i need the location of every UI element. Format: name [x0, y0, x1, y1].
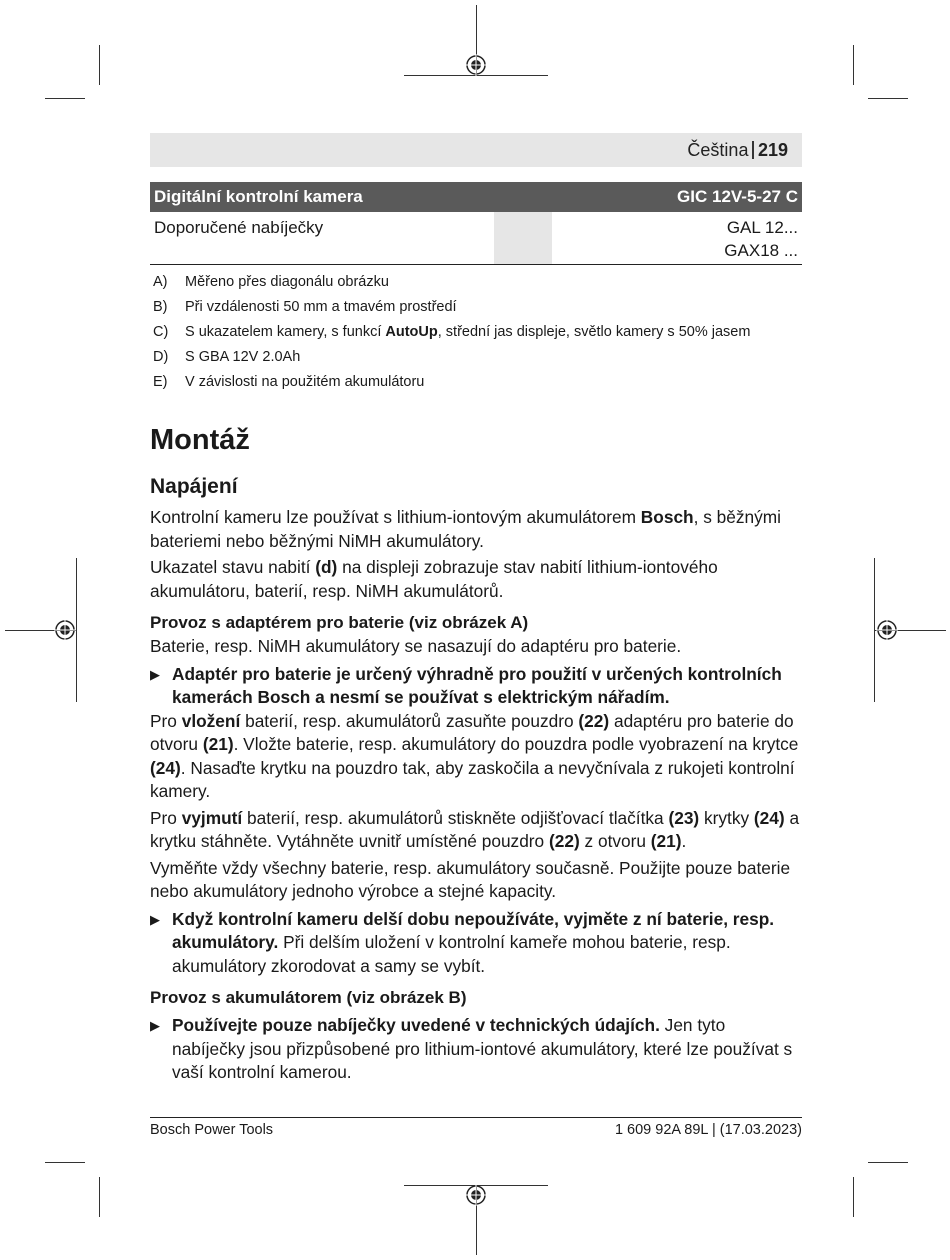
warning-text: Adaptér pro baterie je určený výhradně pro použití v určených kontrolních kamerách Bosch a nesmí se používat s elektrickým nářadím. — [172, 663, 782, 707]
page-footer — [150, 1117, 802, 1138]
row-value — [552, 212, 802, 265]
battery-heading: Provoz s akumulátorem (viz obrázek B) — [150, 988, 467, 1007]
spec-table-header — [150, 182, 802, 212]
footnote-key: E) — [153, 373, 168, 390]
replace-paragraph: Vyměňte vždy všechny baterie, resp. akumulátory současně. Použijte pouze baterie nebo akumulátory jednoho výrobce a stejné kapacity. — [150, 857, 791, 901]
warning-bullet — [150, 663, 802, 710]
intro-paragraph: Ukazatel stavu nabití (d) na displeji zobrazuje stav nabití lithium-iontového akumulátoru, baterií, resp. NiMH akumulátorů. — [150, 557, 718, 601]
footer-brand: Bosch Power Tools — [150, 1122, 274, 1138]
footnote — [150, 369, 802, 394]
crop-mark — [45, 98, 85, 99]
registration-mark-icon — [876, 619, 898, 641]
footnotes — [150, 269, 802, 394]
subsection-title: Napájení — [150, 475, 238, 498]
page-content — [150, 133, 802, 1085]
footnote-text: Při vzdálenosti 50 mm a tmavém prostředí — [185, 298, 457, 315]
insert-paragraph: Pro vložení baterií, resp. akumulátorů zasuňte pouzdro (22) adaptéru pro baterie do otvoru (21). Vložte baterie, resp. akumulátory do pouzdra podle vyobrazení na krytce (24). Nasaďte krytku na pouzdro tak, aby zaskočila a nevyčnívala z rukojeti kontrolní kamery. — [150, 710, 799, 801]
registration-mark-icon — [54, 619, 76, 641]
adapter-paragraph: Baterie, resp. NiMH akumulátory se nasazují do adaptéru pro baterie. — [150, 636, 682, 656]
spec-table-title: Digitální kontrolní kamera — [150, 182, 552, 212]
warning-text: Když kontrolní kameru delší dobu nepoužíváte, vyjměte z ní baterie, resp. akumulátory. Při delším uložení v kontrolní kameře mohou baterie, resp. akumulátory zkorodovat a samy se vybít. — [172, 908, 775, 976]
header-separator — [752, 141, 754, 159]
adapter-heading: Provoz s adaptérem pro baterie (viz obrázek A) — [150, 613, 529, 632]
page-header — [150, 133, 802, 167]
footer-docnumber: 1 609 92A 89L | (17.03.2023) — [614, 1122, 802, 1138]
registration-mark-icon — [465, 54, 487, 76]
footnote-text: Měřeno přes diagonálu obrázku — [185, 273, 389, 290]
table-row — [150, 212, 802, 265]
footnote-text: V závislosti na použitém akumulátoru — [185, 373, 425, 390]
crop-mark — [874, 558, 875, 702]
row-label: Doporučené nabíječky — [150, 212, 494, 265]
spec-table — [150, 182, 802, 265]
footnote — [150, 269, 802, 294]
triangle-bullet-icon: ▶ — [150, 911, 160, 927]
footnote — [150, 344, 802, 369]
warning-bullet — [150, 1014, 802, 1085]
footnote-key: D) — [153, 348, 169, 365]
row-value-2: GAX18 ... — [724, 241, 798, 260]
triangle-bullet-icon: ▶ — [150, 1018, 160, 1033]
crop-mark — [99, 1177, 100, 1217]
footnote-text: S ukazatelem kamery, s funkcí AutoUp, střední jas displeje, světlo kamery s 50% jasem — [185, 323, 751, 340]
crop-mark — [853, 1177, 854, 1217]
header-language: Čeština — [687, 139, 749, 160]
row-value-1: GAL 12... — [726, 218, 798, 237]
intro-paragraph: Kontrolní kameru lze používat s lithium-iontovým akumulátorem Bosch, s běžnými bateriemi nebo běžnými NiMH akumulátory. — [150, 507, 782, 551]
warning-bullet — [150, 908, 802, 979]
remove-paragraph: Pro vyjmutí baterií, resp. akumulátorů stiskněte odjišťovací tlačítka (23) krytky (24) a krytku stáhněte. Vytáhněte uvnitř umístěné pouzdro (22) z otvoru (21). — [150, 807, 800, 851]
footnote — [150, 294, 802, 319]
crop-mark — [45, 1162, 85, 1163]
crop-mark — [853, 45, 854, 85]
footnote-key: B) — [153, 298, 168, 315]
crop-mark — [99, 45, 100, 85]
footnote-key: C) — [153, 323, 169, 340]
triangle-bullet-icon: ▶ — [150, 666, 160, 682]
footnote-text: S GBA 12V 2.0Ah — [185, 348, 301, 365]
page-number: 219 — [757, 139, 788, 160]
registration-mark-icon — [465, 1184, 487, 1206]
section-title: Montáž — [150, 424, 250, 456]
footnote-key: A) — [153, 273, 168, 290]
row-unit-cell — [494, 212, 552, 265]
crop-mark — [868, 1162, 908, 1163]
crop-mark — [868, 98, 908, 99]
spec-table-model: GIC 12V-5-27 C — [552, 182, 802, 212]
footnote — [150, 319, 802, 344]
crop-mark — [76, 558, 77, 702]
warning-text: Používejte pouze nabíječky uvedené v technických údajích. Jen tyto nabíječky jsou přizpůsobené pro lithium-iontové akumulátory, které lze používat s vaší kontrolní kamerou. — [172, 1015, 793, 1082]
